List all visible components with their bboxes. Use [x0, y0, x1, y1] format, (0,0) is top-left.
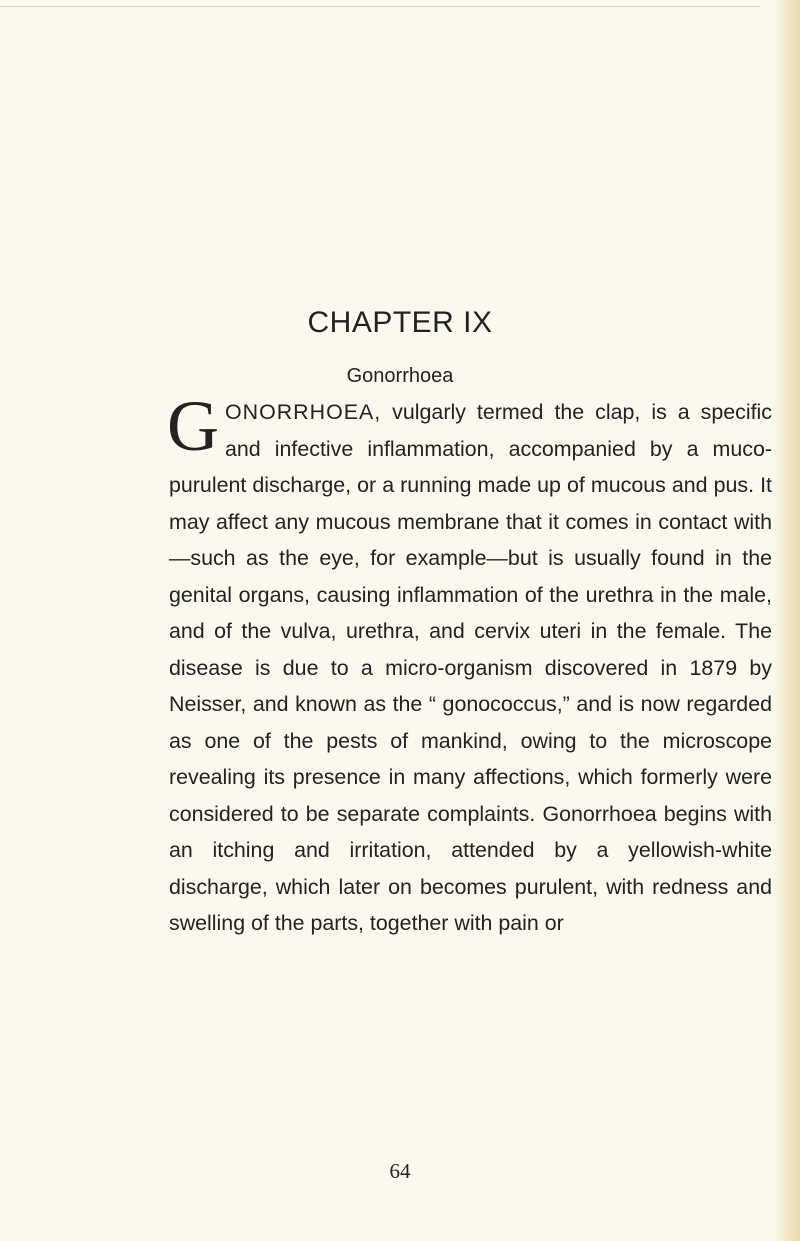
drop-cap: G	[167, 386, 219, 466]
page-right-edge-shadow	[774, 0, 800, 1241]
chapter-title: Gonorrhoea	[346, 365, 454, 387]
body-paragraph	[167, 386, 772, 942]
paragraph-text: vulgarly termed the clap, is a specific and infective inflammation, accompanied by a muco-purulent discharge, or a running made up of mucous and pus. It may affect any mucous membrane that it comes in contact with—such as the eye, for example—but is usually found in the genital organs, causing inflammation of the urethra in the male, and of the vulva, urethra, and cervix uteri in the female. The disease is due to a micro-organism discovered in 1879 by Neisser, and known as the “ gonococcus,” and is now regarded as one of the pests of mankind, owing to the microscope revealing its presence in many affections, which formerly were considered to be separate complaints. Gonorrhoea begins with an itching and irritation, attended by a yellowish-white discharge, which later on becomes purulent, with redness and swelling of the parts, together with pain or	[169, 400, 772, 935]
chapter-heading: CHAPTER IX	[307, 306, 493, 339]
page-top-edge	[0, 6, 760, 7]
lead-word: ONORRHOEA,	[225, 400, 382, 424]
page-number: 64	[389, 1159, 411, 1183]
